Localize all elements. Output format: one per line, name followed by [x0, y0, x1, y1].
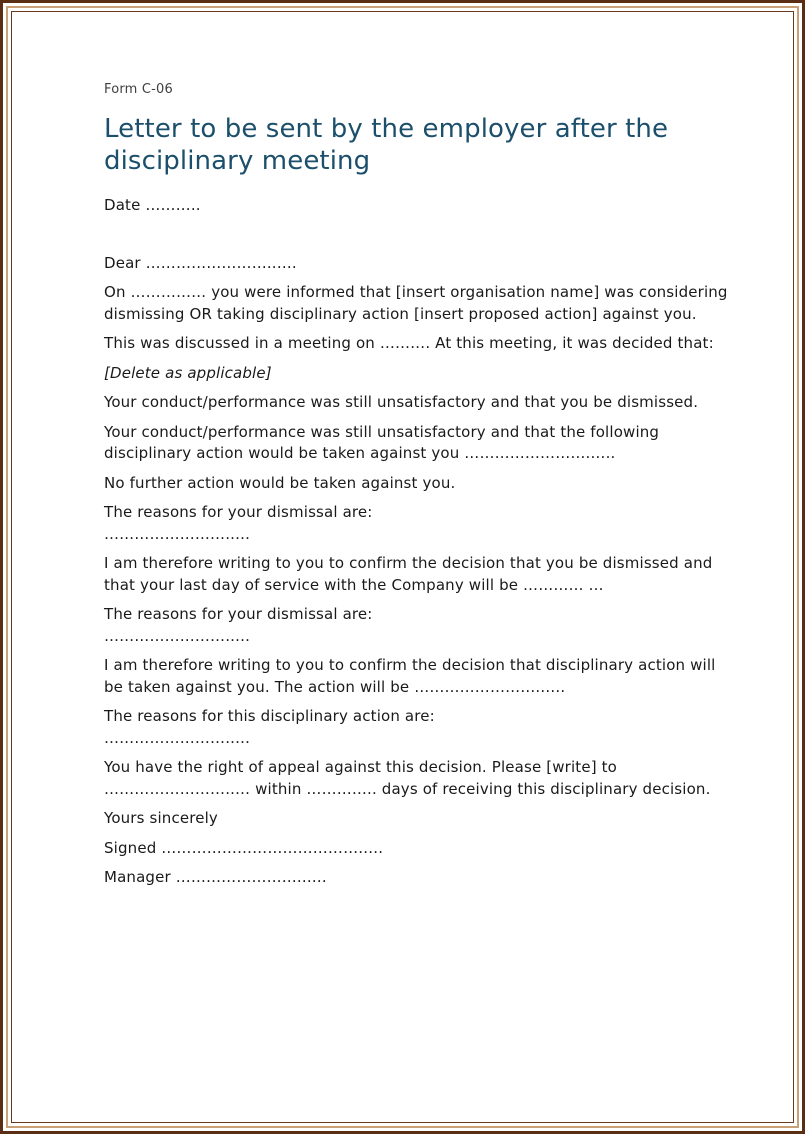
letter-document — [104, 82, 734, 897]
salutation: Dear ……………………..…. — [104, 253, 297, 272]
reasons-dismissal-1 — [104, 502, 734, 545]
manager-line: Manager ……………………..…. — [104, 868, 327, 886]
paragraph-appeal: You have the right of appeal against this decision. Please [write] to ……………………..… within ………….. days of receiving this disciplinary decision. — [104, 758, 711, 798]
form-id: Form C-06 — [104, 82, 173, 97]
paragraph-discussed: This was discussed in a meeting on ………. At this meeting, it was decided that: — [104, 334, 714, 352]
reasons-dismissal-2-dots: ……………………..… — [104, 626, 251, 645]
closing: Yours sincerely — [104, 809, 218, 827]
reasons-action-label: The reasons for this disciplinary action are: — [104, 707, 435, 725]
paragraph-informed: On …………… you were informed that [insert organisation name] was considering dismissing OR taking disciplinary action [insert proposed action] against you. — [104, 283, 728, 323]
reasons-action-dots: ……………………..… — [104, 728, 251, 747]
option-disciplinary-action: Your conduct/performance was still unsatisfactory and that the following disciplinary action would be taken against you …………………….….. — [104, 422, 660, 462]
paragraph-confirm-dismissal: I am therefore writing to you to confirm the decision that you be dismissed and that your last day of service with the Company will be ………… … — [104, 554, 713, 594]
option-no-action: No further action would be taken against you. — [104, 473, 456, 492]
date-line: Date ……….. — [104, 196, 201, 214]
option-dismissed: Your conduct/performance was still unsatisfactory and that you be dismissed. — [104, 393, 699, 411]
reasons-dismissal-1-label: The reasons for your dismissal are: — [104, 503, 373, 521]
title-line-1: Letter to be sent by the employer after the — [104, 114, 669, 144]
signed-line: Signed ………………………………….…. — [104, 838, 384, 857]
paragraph-confirm-action: I am therefore writing to you to confirm the decision that disciplinary action will be taken against you. The action will be ……………………..…. — [104, 656, 716, 696]
reasons-dismissal-2-label: The reasons for your dismissal are: — [104, 605, 373, 623]
delete-note: [Delete as applicable] — [104, 363, 272, 382]
reasons-action — [104, 706, 734, 749]
reasons-dismissal-2 — [104, 604, 734, 647]
reasons-dismissal-1-dots: ……………………..… — [104, 524, 251, 543]
spacer — [104, 225, 734, 253]
page-title — [104, 113, 734, 177]
title-line-2: disciplinary meeting — [104, 146, 371, 176]
